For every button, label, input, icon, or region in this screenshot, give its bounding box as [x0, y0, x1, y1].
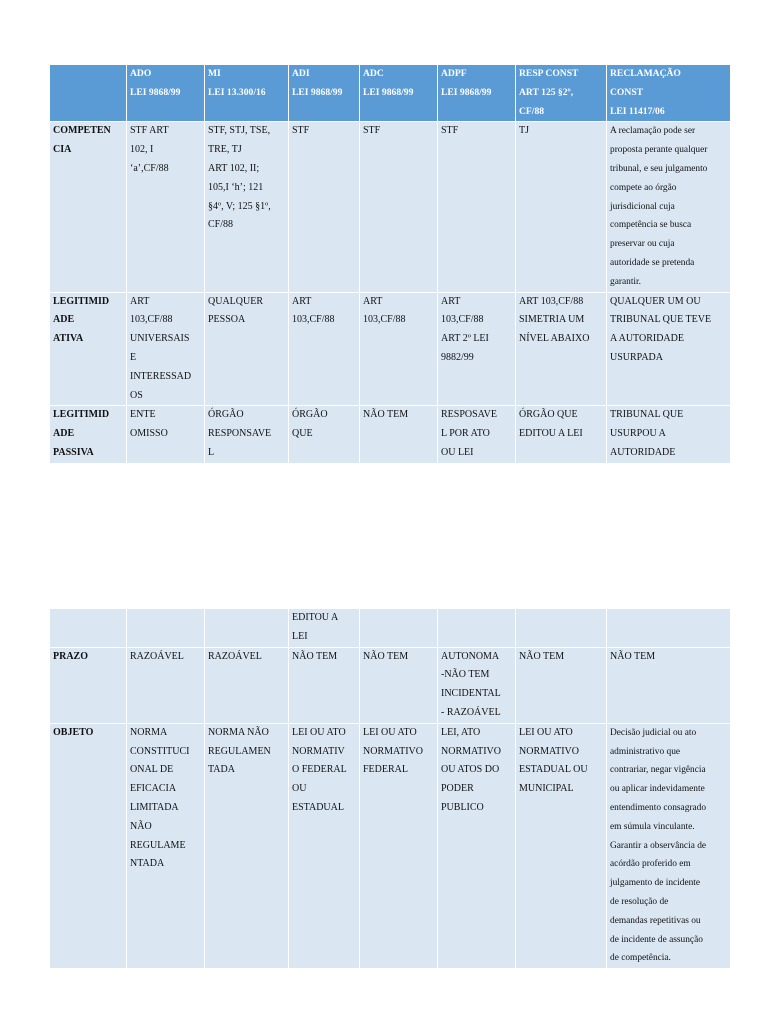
table-cell	[607, 292, 731, 406]
cell-line: tribunal, e seu julgamento	[610, 163, 708, 174]
cell-line: LEI OU ATO	[363, 726, 417, 738]
header-cell-empty	[50, 65, 127, 122]
header-cell-ado: ADO LEI 9868/99	[127, 65, 205, 122]
cell-line: TRE, TJ	[208, 144, 242, 156]
table-header-row	[50, 65, 731, 122]
table-cell	[289, 647, 360, 723]
table-cell	[289, 609, 360, 648]
cell-line: NTADA	[130, 858, 165, 870]
cell-line: ART	[441, 295, 461, 307]
table-cell	[516, 647, 607, 723]
cell-line: OS	[130, 389, 143, 401]
cell-line: CONSTITUCI	[130, 745, 190, 757]
table-cell	[516, 723, 607, 968]
row-header-cell	[50, 723, 127, 968]
cell-line: L POR ATO	[441, 428, 490, 440]
cell-line: entendimento consagrado	[610, 802, 707, 813]
cell-line: 9882/99	[441, 351, 474, 363]
row-header-cell	[50, 122, 127, 292]
table-body-part-2	[50, 609, 731, 969]
table-cell	[205, 122, 289, 292]
row-header-line: LEGITIMID	[53, 295, 110, 307]
cell-line: ÓRGÃO	[292, 409, 328, 421]
cell-line: LIMITADA	[130, 801, 179, 813]
cell-line: INTERESSAD	[130, 370, 192, 382]
header-cell-mi: MI LEI 13.300/16	[205, 65, 289, 122]
cell-line: julgamento de incidente	[610, 878, 701, 889]
cell-line: RAZOÁVEL	[130, 650, 184, 662]
cell-line: NORMA NÃO	[208, 726, 269, 738]
cell-line: STF	[292, 125, 310, 137]
cell-line: Garantir a observância de	[610, 840, 707, 851]
cell-line: 103,CF/88	[130, 314, 173, 326]
cell-line: RAZOÁVEL	[208, 650, 262, 662]
cell-line: L	[208, 446, 215, 458]
table-cell	[516, 609, 607, 648]
cell-line: SIMETRIA UM	[519, 314, 585, 326]
cell-line: ENTE	[130, 409, 156, 421]
cell-line: NORMATIVO	[441, 745, 501, 757]
table-cell	[516, 122, 607, 292]
cell-line: em súmula vinculante.	[610, 821, 695, 832]
cell-line: PESSOA	[208, 314, 246, 326]
cell-line: TRIBUNAL QUE	[610, 409, 684, 421]
row-header-cell	[50, 647, 127, 723]
cell-line: ONAL DE	[130, 764, 174, 776]
row-header-line: CIA	[53, 144, 72, 156]
table-body-part-1	[50, 122, 731, 463]
cell-line: REGULAMEN	[208, 745, 271, 757]
cell-line: STF	[363, 125, 381, 137]
table-cell	[438, 609, 516, 648]
table-cell	[360, 723, 438, 968]
table-cell	[438, 647, 516, 723]
comparison-table-part-2	[49, 608, 731, 969]
cell-line: OU	[292, 783, 307, 795]
cell-line: administrativo que	[610, 746, 681, 757]
cell-line: FEDERAL	[363, 764, 408, 776]
header-cell-adi: ADI LEI 9868/99	[289, 65, 360, 122]
table-cell	[360, 647, 438, 723]
cell-line: acórdão proferido em	[610, 859, 691, 870]
row-header-cell	[50, 406, 127, 463]
cell-line: ART	[130, 295, 150, 307]
cell-line: NORMATIVO	[519, 745, 579, 757]
row-header-line: PASSIVA	[53, 446, 94, 458]
table-cell	[607, 406, 731, 463]
cell-line: NÃO TEM	[519, 650, 565, 662]
row-header-cell	[50, 292, 127, 406]
cell-line: garantir.	[610, 276, 641, 287]
cell-line: NÃO TEM	[363, 650, 409, 662]
cell-line: RESPOSAVE	[441, 409, 497, 421]
cell-line: EFICACIA	[130, 783, 177, 795]
row-header-line: ATIVA	[53, 333, 84, 345]
cell-line: E	[130, 351, 137, 363]
table-row	[50, 647, 731, 723]
table-cell	[289, 292, 360, 406]
cell-line: ÓRGÃO	[208, 409, 244, 421]
cell-line: proposta perante qualquer	[610, 145, 708, 156]
cell-line: NORMATIV	[292, 745, 345, 757]
cell-line: OMISSO	[130, 428, 168, 440]
table-cell	[205, 609, 289, 648]
cell-line: A reclamação pode ser	[610, 126, 696, 137]
cell-line: NÍVEL ABAIXO	[519, 333, 590, 345]
cell-line: 103,CF/88	[441, 314, 484, 326]
cell-line: - RAZOÁVEL	[441, 706, 501, 718]
cell-line: de competência.	[610, 953, 671, 964]
table-cell	[607, 723, 731, 968]
cell-line: ESTADUAL OU	[519, 764, 588, 776]
cell-line: OU ATOS DO	[441, 764, 500, 776]
table-cell	[127, 647, 205, 723]
cell-line: AUTONOMA	[441, 650, 500, 662]
cell-line: PUBLICO	[441, 801, 484, 813]
cell-line: jurisdicional cuja	[610, 201, 675, 212]
row-header-cell	[50, 609, 127, 648]
table-cell	[205, 647, 289, 723]
cell-line: NÃO TEM	[363, 409, 409, 421]
cell-line: MUNICIPAL	[519, 783, 574, 795]
cell-line: UNIVERSAIS	[130, 333, 190, 345]
cell-line: PODER	[441, 783, 474, 795]
table-cell	[127, 122, 205, 292]
table-cell	[289, 406, 360, 463]
cell-line: compete ao órgão	[610, 182, 677, 193]
cell-line: ART	[292, 295, 312, 307]
table-cell	[438, 723, 516, 968]
cell-line: de incidente de assunção	[610, 934, 703, 945]
table-row	[50, 723, 731, 968]
table-cell	[438, 292, 516, 406]
table-cell	[127, 723, 205, 968]
cell-line: O FEDERAL	[292, 764, 347, 776]
cell-line: competência se busca	[610, 220, 692, 231]
cell-line: QUALQUER UM OU	[610, 295, 701, 307]
table-cell	[127, 292, 205, 406]
cell-line: INCIDENTAL	[441, 688, 501, 700]
table-cell	[438, 406, 516, 463]
table-cell	[127, 406, 205, 463]
cell-line: -NÃO TEM	[441, 669, 490, 681]
header-cell-adc: ADC LEI 9868/99	[360, 65, 438, 122]
table-row	[50, 122, 731, 292]
cell-line: EDITOU A	[292, 612, 339, 623]
cell-line: OU LEI	[441, 446, 474, 458]
row-header-line: ADE	[53, 314, 75, 326]
table-cell	[127, 609, 205, 648]
table-row	[50, 406, 731, 463]
cell-line: NORMA	[130, 726, 168, 738]
cell-line: AUTORIDADE	[610, 446, 676, 458]
cell-line: ‘a’,CF/88	[130, 162, 169, 174]
row-header-line: OBJETO	[53, 726, 94, 738]
header-cell-resp-const: RESP CONST ART 125 §2º, CF/88	[516, 65, 607, 122]
cell-line: ART 2º LEI	[441, 333, 489, 345]
table-cell	[289, 723, 360, 968]
cell-line: CF/88	[208, 219, 234, 231]
cell-line: LEI OU ATO	[519, 726, 573, 738]
cell-line: ÓRGÃO QUE	[519, 409, 578, 421]
cell-line: QUALQUER	[208, 295, 263, 307]
cell-line: TRIBUNAL QUE TEVE	[610, 314, 712, 326]
cell-line: TJ	[519, 125, 529, 137]
cell-line: TADA	[208, 764, 235, 776]
cell-line: LEI	[292, 630, 308, 642]
table-cell	[205, 723, 289, 968]
cell-line: ESTADUAL	[292, 801, 344, 813]
cell-line: USURPOU A	[610, 428, 666, 440]
cell-line: de resolução de	[610, 896, 669, 907]
cell-line: contrariar, negar vigência	[610, 765, 706, 776]
table-cell	[360, 122, 438, 292]
cell-line: STF, STJ, TSE,	[208, 125, 271, 137]
cell-line: NÃO TEM	[610, 650, 656, 662]
table-cell	[360, 406, 438, 463]
cell-line: STF	[441, 125, 459, 137]
cell-line: QUE	[292, 428, 313, 440]
cell-line: demandas repetitivas ou	[610, 915, 701, 926]
table-cell	[607, 609, 731, 648]
header-cell-adpf: ADPF LEI 9868/99	[438, 65, 516, 122]
comparison-table-part-1	[49, 64, 731, 464]
table-cell	[289, 122, 360, 292]
cell-line: REGULAME	[130, 839, 186, 851]
cell-line: ART	[363, 295, 383, 307]
cell-line: 105,I ‘h’; 121	[208, 181, 264, 193]
row-header-line: LEGITIMID	[53, 409, 110, 421]
cell-line: ART 103,CF/88	[519, 295, 584, 307]
cell-line: USURPADA	[610, 351, 663, 363]
cell-line: Decisão judicial ou ato	[610, 727, 697, 738]
cell-line: ou aplicar indevidamente	[610, 784, 705, 795]
header-cell-reclamacao: RECLAMAÇÃO CONST LEI 11417/06	[607, 65, 731, 122]
cell-line: 103,CF/88	[292, 314, 335, 326]
table-cell	[607, 647, 731, 723]
cell-line: NORMATIVO	[363, 745, 423, 757]
table-cell	[438, 122, 516, 292]
row-header-line: PRAZO	[53, 650, 88, 662]
cell-line: NÃO TEM	[292, 650, 338, 662]
cell-line: preservar ou cuja	[610, 239, 675, 250]
cell-line: RESPONSAVE	[208, 428, 272, 440]
cell-line: NÃO	[130, 820, 152, 832]
cell-line: LEI, ATO	[441, 726, 481, 738]
table-cell	[205, 406, 289, 463]
cell-line: LEI OU ATO	[292, 726, 346, 738]
table-cell	[516, 406, 607, 463]
cell-line: 102, I	[130, 144, 154, 156]
table-cell	[360, 292, 438, 406]
table-row	[50, 292, 731, 406]
cell-line: STF ART	[130, 125, 169, 137]
table-cell	[360, 609, 438, 648]
cell-line: autoridade se pretenda	[610, 257, 695, 268]
cell-line: 103,CF/88	[363, 314, 406, 326]
cell-line: ART 102, II;	[208, 162, 260, 174]
table-row	[50, 609, 731, 648]
table-cell	[516, 292, 607, 406]
row-header-line: ADE	[53, 428, 75, 440]
table-cell	[607, 122, 731, 292]
cell-line: §4º, V; 125 §1º,	[208, 200, 271, 212]
cell-line: A AUTORIDADE	[610, 333, 684, 345]
cell-line: EDITOU A LEI	[519, 428, 583, 440]
table-cell	[205, 292, 289, 406]
row-header-line: COMPETEN	[53, 125, 111, 137]
